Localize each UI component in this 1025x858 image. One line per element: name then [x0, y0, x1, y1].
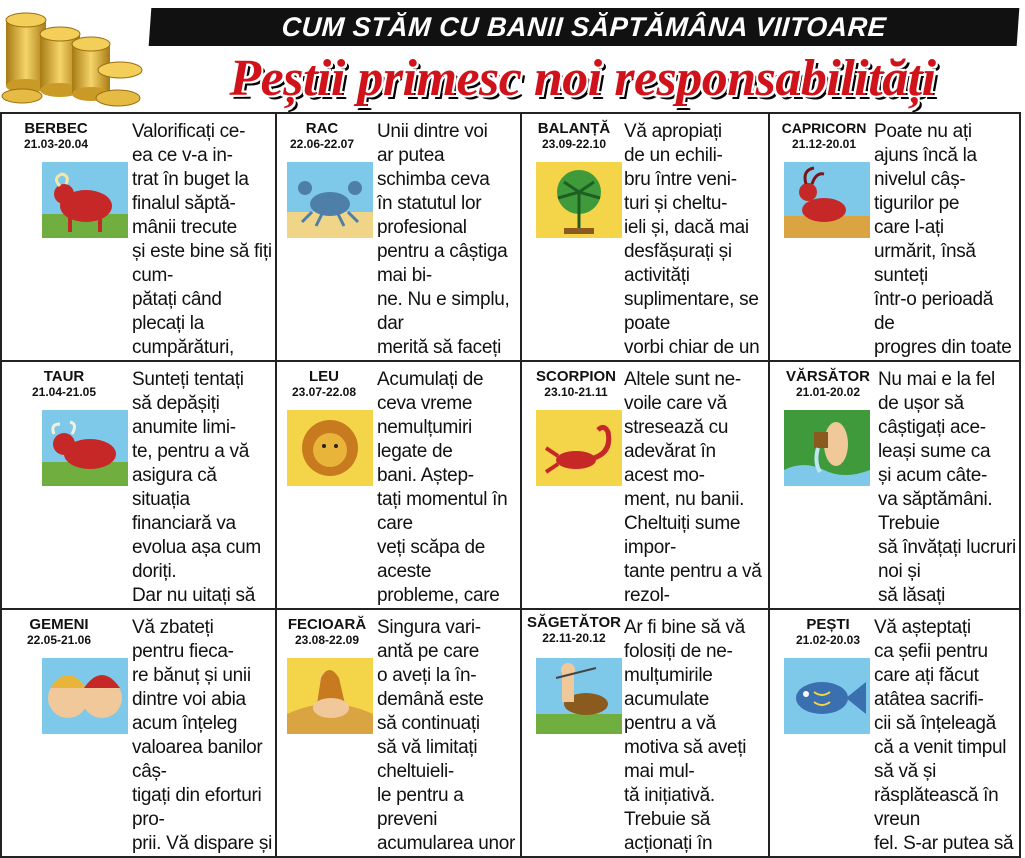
sign-dates: 21.04-21.05	[31, 385, 97, 399]
sign-text: Vă apropiați de un echili- bru între veni- turi și cheltu- ieli și, dacă mai desfășurați și activități suplimentare, se poate vorbi chiar de un	[624, 121, 760, 358]
twins-icon	[42, 658, 128, 734]
sign-name: BERBEC	[24, 120, 88, 137]
sign-name: RAC	[305, 120, 339, 137]
coin-stack-icon	[0, 0, 150, 110]
sign-card-balanta	[520, 114, 768, 362]
sign-dates: 23.07-22.08	[291, 385, 357, 399]
sign-text: Vă așteptați ca șefii pentru care ați făcut atâtea sacrifi- cii să înțeleagă că a venit timpul să vă și răsplătească în vreun fel. S-ar putea să	[874, 617, 1014, 854]
sign-dates: 21.03-20.04	[23, 137, 89, 151]
sign-name: SĂGETĂTOR	[527, 614, 621, 631]
section-kicker: CUM STĂM CU BANII SĂPTĂMÂNA VIITOARE	[149, 8, 1020, 46]
sign-card-capricorn	[768, 114, 1019, 362]
sign-dates: 23.08-22.09	[294, 633, 360, 647]
sign-card-pesti	[768, 610, 1019, 858]
sign-text: Poate nu ați ajuns încă la nivelul câș- tigurilor pe care l-ați urmărit, însă sunteți într-o perioadă de progres din toate	[874, 121, 1012, 358]
archer-icon	[536, 658, 622, 734]
sign-card-leu	[275, 362, 520, 610]
sign-dates: 22.06-22.07	[289, 137, 355, 151]
sign-name: LEU	[309, 368, 339, 385]
lion-icon	[287, 410, 373, 486]
bull-icon	[42, 410, 128, 486]
sign-text: Nu mai e la fel de ușor să câștigați ace- leași sume ca și acum câte- va săptămâni. Trebuie să învățați lucruri noi și să lăsați	[878, 369, 1016, 606]
sign-card-gemeni	[0, 610, 275, 858]
sign-text: Ar fi bine să vă folosiți de ne- mulțumirile acumulate pentru a vă motiva să aveți mai mul- tă inițiativă. Trebuie să acționați în	[624, 617, 747, 854]
sign-text: Valorificați ce- ea ce v-a in- trat în buget la finalul săptă- mânii trecute și este bine să fiți cum- pătați când plecați la cumpărături,	[132, 121, 272, 358]
scorpion-icon	[536, 410, 622, 486]
sign-card-varsator	[768, 362, 1019, 610]
sign-text: Altele sunt ne- voile care vă stresează cu adevărat în acest mo- ment, nu banii. Cheltuiți sume impor- tante pentru a vă rezol-	[624, 369, 762, 606]
virgin-icon	[287, 658, 373, 734]
sign-text: Sunteți tentați să depășiți anumite limi- te, pentru a vă asigura că situația financiară va evolua așa cum doriți. Dar nu uitați să	[132, 369, 261, 606]
sign-text: Vă zbateți pentru fieca- re bănuț și unii dintre voi abia acum înțeleg valoarea banilor câș- tigați din eforturi pro- prii. Vă dispare și	[132, 617, 273, 854]
scales-icon	[536, 162, 622, 238]
sign-name: FECIOARĂ	[287, 616, 367, 633]
sign-text: Singura vari- antă pe care o aveți la în- demână este să continuați să vă limitați cheltuieli- le pentru a preveni acumularea unor	[377, 617, 516, 854]
sign-text: Acumulați de ceva vreme nemulțumiri legate de bani. Aștep- tați momentul în care veți scăpa de aceste probleme, care	[377, 369, 508, 606]
sign-name: SCORPION	[535, 368, 616, 385]
sign-dates: 21.01-20.02	[795, 385, 861, 399]
sign-dates: 22.11-20.12	[542, 631, 606, 645]
headline: Peștii primesc noi responsabilități	[229, 50, 936, 107]
sign-card-scorpion	[520, 362, 768, 610]
sign-name: CAPRICORN	[781, 120, 867, 136]
sign-name: BALANȚĂ	[537, 120, 611, 137]
sign-name: VĂRSĂTOR	[786, 368, 870, 385]
sign-dates: 23.09-22.10	[541, 137, 607, 151]
sign-card-rac	[275, 114, 520, 362]
sign-dates: 22.05-21.06	[26, 633, 92, 647]
sign-card-berbec	[0, 114, 275, 362]
sign-text: Unii dintre voi ar putea schimba ceva în statutul lor profesional pentru a câștiga mai bi- ne. Nu e simplu, dar merită să faceți	[377, 121, 510, 358]
water-bearer-icon	[784, 410, 870, 486]
crab-icon	[287, 162, 373, 238]
sign-card-fecioara	[275, 610, 520, 858]
goat-icon	[784, 162, 870, 238]
sign-dates: 23.10-21.11	[544, 385, 608, 399]
sign-card-taur	[0, 362, 275, 610]
sign-name: PEȘTI	[806, 616, 850, 633]
sign-name: TAUR	[43, 368, 85, 385]
sign-dates: 21.12-20.01	[791, 137, 857, 151]
sign-card-sagetator	[520, 610, 768, 858]
sign-dates: 21.02-20.03	[795, 633, 861, 647]
horoscope-grid	[0, 112, 1021, 858]
sign-name: GEMENI	[29, 616, 89, 633]
ram-icon	[42, 162, 128, 238]
fish-icon	[784, 658, 870, 734]
